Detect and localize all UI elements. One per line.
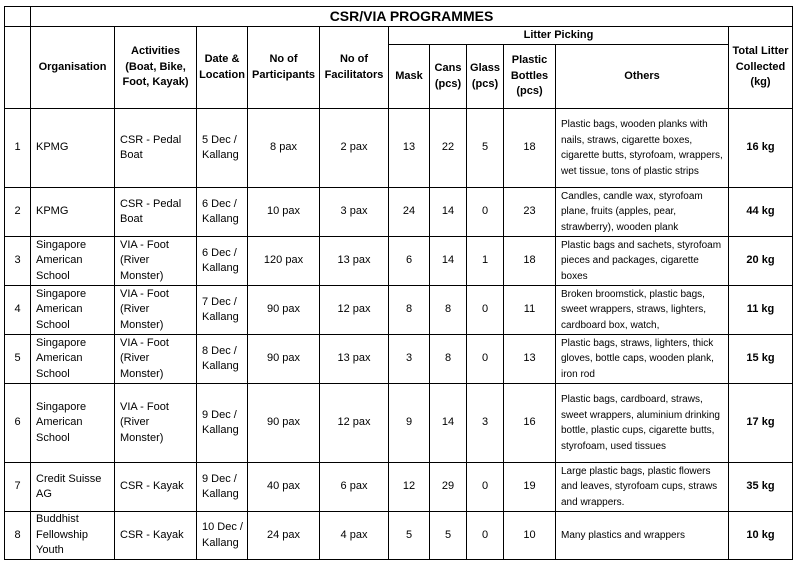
table-body bbox=[5, 109, 793, 560]
mask-cell: 24 bbox=[389, 188, 430, 237]
glass-cell: 3 bbox=[467, 384, 504, 463]
plastic-bottles-cell: 16 bbox=[504, 384, 556, 463]
row-number: 7 bbox=[5, 463, 31, 512]
date-location-cell: 9 Dec / Kallang bbox=[197, 463, 248, 512]
header-glass: Glass (pcs) bbox=[467, 45, 504, 109]
facilitators-cell: 2 pax bbox=[320, 109, 389, 188]
total-cell: 35 kg bbox=[729, 463, 793, 512]
glass-cell: 0 bbox=[467, 463, 504, 512]
row-number: 6 bbox=[5, 384, 31, 463]
activity-cell: CSR - Pedal Boat bbox=[115, 188, 197, 237]
glass-cell: 0 bbox=[467, 335, 504, 384]
plastic-bottles-cell: 18 bbox=[504, 237, 556, 286]
table-row bbox=[5, 286, 793, 335]
header-plastic-bottles: Plastic Bottles (pcs) bbox=[504, 45, 556, 109]
plastic-bottles-cell: 18 bbox=[504, 109, 556, 188]
total-cell: 44 kg bbox=[729, 188, 793, 237]
date-location-cell: 6 Dec / Kallang bbox=[197, 188, 248, 237]
header-mask: Mask bbox=[389, 45, 430, 109]
glass-cell: 0 bbox=[467, 286, 504, 335]
table-row bbox=[5, 188, 793, 237]
plastic-bottles-cell: 23 bbox=[504, 188, 556, 237]
row-number: 8 bbox=[5, 512, 31, 560]
activity-cell: VIA - Foot (River Monster) bbox=[115, 335, 197, 384]
plastic-bottles-cell: 11 bbox=[504, 286, 556, 335]
participants-cell: 24 pax bbox=[248, 512, 320, 560]
participants-cell: 8 pax bbox=[248, 109, 320, 188]
cans-cell: 8 bbox=[430, 335, 467, 384]
cans-cell: 22 bbox=[430, 109, 467, 188]
corner-cell bbox=[5, 7, 31, 27]
participants-cell: 120 pax bbox=[248, 237, 320, 286]
facilitators-cell: 4 pax bbox=[320, 512, 389, 560]
header-date-location: Date & Location bbox=[197, 27, 248, 109]
cans-cell: 8 bbox=[430, 286, 467, 335]
date-location-cell: 9 Dec / Kallang bbox=[197, 384, 248, 463]
plastic-bottles-cell: 19 bbox=[504, 463, 556, 512]
activity-cell: CSR - Kayak bbox=[115, 512, 197, 560]
participants-cell: 40 pax bbox=[248, 463, 320, 512]
others-cell: Plastic bags, straws, lighters, thick gloves, bottle caps, wooden plank, iron rod bbox=[556, 335, 729, 384]
total-cell: 15 kg bbox=[729, 335, 793, 384]
cans-cell: 29 bbox=[430, 463, 467, 512]
total-cell: 17 kg bbox=[729, 384, 793, 463]
header-litter-picking: Litter Picking bbox=[389, 27, 729, 45]
others-cell: Candles, candle wax, styrofoam plane, fruits (apples, pear, strawberry), wooden plank bbox=[556, 188, 729, 237]
mask-cell: 3 bbox=[389, 335, 430, 384]
row-number: 1 bbox=[5, 109, 31, 188]
glass-cell: 0 bbox=[467, 188, 504, 237]
mask-cell: 13 bbox=[389, 109, 430, 188]
table-row bbox=[5, 237, 793, 286]
mask-cell: 6 bbox=[389, 237, 430, 286]
participants-cell: 90 pax bbox=[248, 335, 320, 384]
row-number: 4 bbox=[5, 286, 31, 335]
date-location-cell: 10 Dec / Kallang bbox=[197, 512, 248, 560]
organisation-cell: Buddhist Fellowship Youth bbox=[31, 512, 115, 560]
header-cans: Cans (pcs) bbox=[430, 45, 467, 109]
date-location-cell: 6 Dec / Kallang bbox=[197, 237, 248, 286]
header-participants: No of Participants bbox=[248, 27, 320, 109]
participants-cell: 90 pax bbox=[248, 384, 320, 463]
total-cell: 11 kg bbox=[729, 286, 793, 335]
table-row bbox=[5, 463, 793, 512]
mask-cell: 8 bbox=[389, 286, 430, 335]
csr-via-table bbox=[4, 6, 793, 560]
mask-cell: 9 bbox=[389, 384, 430, 463]
facilitators-cell: 6 pax bbox=[320, 463, 389, 512]
header-organisation: Organisation bbox=[31, 27, 115, 109]
plastic-bottles-cell: 10 bbox=[504, 512, 556, 560]
table-row bbox=[5, 335, 793, 384]
table-row bbox=[5, 512, 793, 560]
date-location-cell: 5 Dec / Kallang bbox=[197, 109, 248, 188]
total-cell: 10 kg bbox=[729, 512, 793, 560]
cans-cell: 14 bbox=[430, 384, 467, 463]
others-cell: Plastic bags, wooden planks with nails, straws, cigarette boxes, cigarette butts, styrofoam, wrappers, wet tissue, tons of plastic strips bbox=[556, 109, 729, 188]
header-facilitators: No of Facilitators bbox=[320, 27, 389, 109]
cans-cell: 14 bbox=[430, 237, 467, 286]
activity-cell: CSR - Pedal Boat bbox=[115, 109, 197, 188]
header-no bbox=[5, 27, 31, 109]
others-cell: Plastic bags and sachets, styrofoam pieces and packages, cigarette boxes bbox=[556, 237, 729, 286]
total-cell: 20 kg bbox=[729, 237, 793, 286]
mask-cell: 12 bbox=[389, 463, 430, 512]
row-number: 3 bbox=[5, 237, 31, 286]
glass-cell: 5 bbox=[467, 109, 504, 188]
organisation-cell: Singapore American School bbox=[31, 335, 115, 384]
cans-cell: 14 bbox=[430, 188, 467, 237]
facilitators-cell: 13 pax bbox=[320, 335, 389, 384]
organisation-cell: KPMG bbox=[31, 109, 115, 188]
mask-cell: 5 bbox=[389, 512, 430, 560]
participants-cell: 90 pax bbox=[248, 286, 320, 335]
date-location-cell: 8 Dec / Kallang bbox=[197, 335, 248, 384]
row-number: 2 bbox=[5, 188, 31, 237]
participants-cell: 10 pax bbox=[248, 188, 320, 237]
glass-cell: 0 bbox=[467, 512, 504, 560]
facilitators-cell: 12 pax bbox=[320, 384, 389, 463]
total-cell: 16 kg bbox=[729, 109, 793, 188]
others-cell: Broken broomstick, plastic bags, sweet wrappers, straws, lighters, cardboard box, watch, bbox=[556, 286, 729, 335]
organisation-cell: Singapore American School bbox=[31, 286, 115, 335]
facilitators-cell: 13 pax bbox=[320, 237, 389, 286]
table-row bbox=[5, 109, 793, 188]
row-number: 5 bbox=[5, 335, 31, 384]
others-cell: Many plastics and wrappers bbox=[556, 512, 729, 560]
organisation-cell: Credit Suisse AG bbox=[31, 463, 115, 512]
organisation-cell: Singapore American School bbox=[31, 237, 115, 286]
date-location-cell: 7 Dec / Kallang bbox=[197, 286, 248, 335]
activity-cell: CSR - Kayak bbox=[115, 463, 197, 512]
header-others: Others bbox=[556, 45, 729, 109]
organisation-cell: KPMG bbox=[31, 188, 115, 237]
organisation-cell: Singapore American School bbox=[31, 384, 115, 463]
activity-cell: VIA - Foot (River Monster) bbox=[115, 286, 197, 335]
others-cell: Large plastic bags, plastic flowers and leaves, styrofoam cups, straws and wrappers. bbox=[556, 463, 729, 512]
facilitators-cell: 12 pax bbox=[320, 286, 389, 335]
activity-cell: VIA - Foot (River Monster) bbox=[115, 237, 197, 286]
facilitators-cell: 3 pax bbox=[320, 188, 389, 237]
cans-cell: 5 bbox=[430, 512, 467, 560]
page-title: CSR/VIA PROGRAMMES bbox=[31, 7, 793, 27]
table-row bbox=[5, 384, 793, 463]
activity-cell: VIA - Foot (River Monster) bbox=[115, 384, 197, 463]
header-total: Total Litter Collected (kg) bbox=[729, 27, 793, 109]
others-cell: Plastic bags, cardboard, straws, sweet wrappers, aluminium drinking bottle, plastic cups, cigarette butts, styrofoam, used tissues bbox=[556, 384, 729, 463]
glass-cell: 1 bbox=[467, 237, 504, 286]
plastic-bottles-cell: 13 bbox=[504, 335, 556, 384]
header-activities: Activities (Boat, Bike, Foot, Kayak) bbox=[115, 27, 197, 109]
